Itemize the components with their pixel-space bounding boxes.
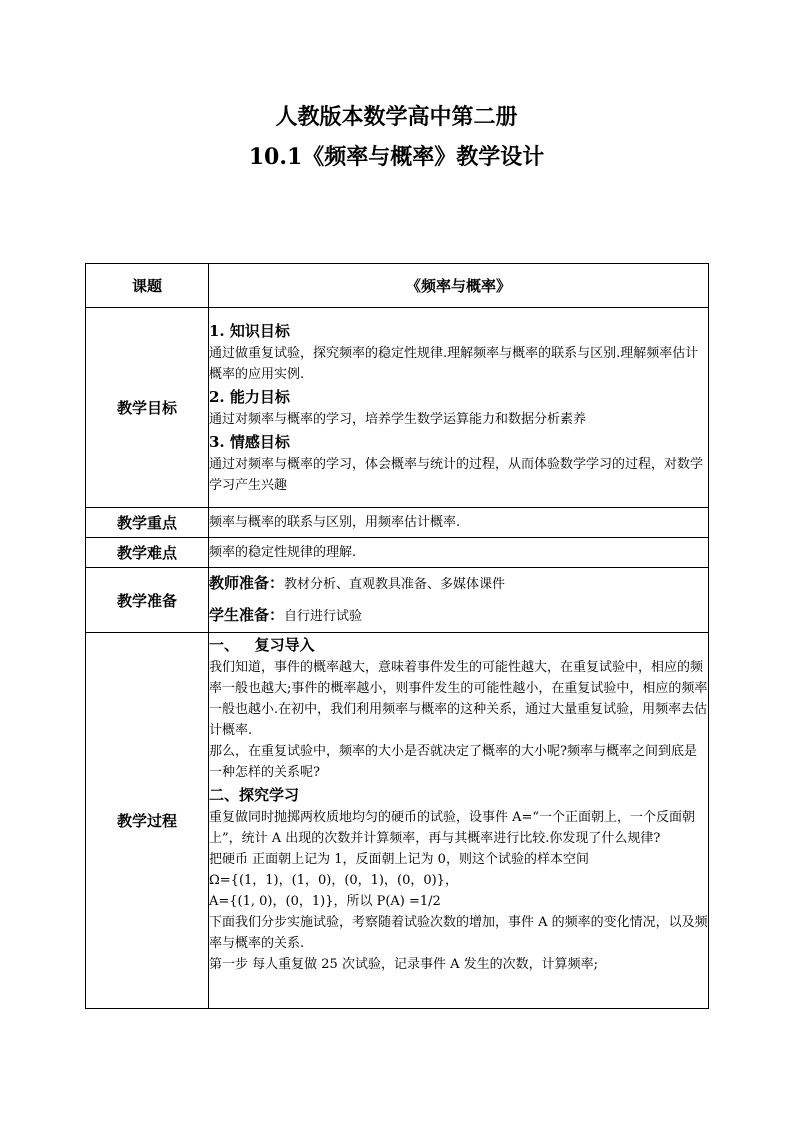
document-subtitle: 10.1《频率与概率》教学设计: [248, 144, 545, 170]
explore-paragraph-4: 第一步 每人重复做 25 次试验，记录事件 A 发生的次数，计算频率;: [209, 957, 598, 972]
preparation-row: [86, 568, 709, 633]
review-section-heading: 一、 复习导入: [209, 636, 315, 654]
document-title: 人教版本数学高中第二册: [275, 104, 518, 130]
topic-row: [86, 264, 709, 308]
process-label: 教学过程: [86, 633, 209, 1009]
emotion-goal-heading: 3. 情感目标: [209, 433, 290, 451]
ability-goal-heading: 2. 能力目标: [209, 388, 290, 406]
explore-paragraph-2: 把硬币 正面朝上记为 1，反面朝上记为 0，则这个试验的样本空间: [209, 852, 589, 867]
review-paragraph-1: 我们知道，事件的概率越大，意味着事件发生的可能性越大，在重复试验中，相应的频率一般也越大;事件的概率越小，则事件发生的可能性越小，在重复试验中，相应的频率一般也越小.在初中，我们利用频率与概率的这种关系，通过大量重复试验，用频率去估计概率.: [209, 660, 708, 738]
key-points-row: [86, 508, 709, 538]
student-preparation-text: 自行进行试验: [284, 609, 363, 624]
teacher-preparation-text: 教材分析、直观教具准备、多媒体课件: [284, 577, 506, 592]
preparation-label: 教学准备: [86, 568, 209, 633]
difficulties-label: 教学难点: [86, 538, 209, 568]
ability-goal-text: 通过对频率与概率的学习，培养学生数学运算能力和数据分析素养: [209, 412, 587, 427]
teacher-preparation: [209, 568, 708, 600]
key-points-text: 频率与概率的联系与区别，用频率估计概率.: [209, 508, 709, 538]
emotion-goal-text: 通过对频率与概率的学习，体会概率与统计的过程，从而体验数学学习的过程，对数学学习产生兴趣: [209, 457, 704, 493]
difficulties-text: 频率的稳定性规律的理解.: [209, 538, 709, 568]
knowledge-goal-text: 通过做重复试验，探究频率的稳定性规律.理解频率与概率的联系与区别.理解频率估计概率的应用实例.: [209, 346, 699, 382]
teacher-preparation-label: 教师准备：: [209, 574, 285, 592]
explore-section-heading: 二、探究学习: [209, 786, 300, 804]
difficulties-row: [86, 538, 709, 568]
objectives-content: [209, 308, 709, 508]
preparation-content: [209, 568, 709, 633]
explore-paragraph-3: 下面我们分步实施试验，考察随着试验次数的增加，事件 A 的频率的变化情况，以及频率与概率的关系.: [209, 915, 708, 951]
sample-space-formula: Ω={(1，1)，(1，0)，(0，1)，(0，0)}，: [209, 873, 458, 888]
lesson-plan-table: [85, 263, 709, 1009]
topic-value: 《频率与概率》: [209, 264, 709, 308]
objectives-row: [86, 308, 709, 508]
knowledge-goal-heading: 1. 知识目标: [209, 322, 290, 340]
explore-paragraph-1: 重复做同时抛掷两枚质地均匀的硬币的试验，设事件 A=“一个正面朝上，一个反面朝上”，统计 A 出现的次数并计算频率，再与其概率进行比较.你发现了什么规律?: [209, 810, 696, 846]
event-a-formula: A={(1, 0)，(0，1)}，所以 P(A) =1/2: [209, 894, 441, 909]
objectives-label: 教学目标: [86, 308, 209, 508]
student-preparation-label: 学生准备：: [209, 606, 285, 624]
topic-label: 课题: [86, 264, 209, 308]
process-row: [86, 633, 709, 1009]
student-preparation: [209, 600, 708, 632]
process-content: [209, 633, 709, 1009]
review-paragraph-2: 那么，在重复试验中，频率的大小是否就决定了概率的大小呢?频率与概率之间到底是一种怎样的关系呢?: [209, 744, 697, 780]
key-points-label: 教学重点: [86, 508, 209, 538]
